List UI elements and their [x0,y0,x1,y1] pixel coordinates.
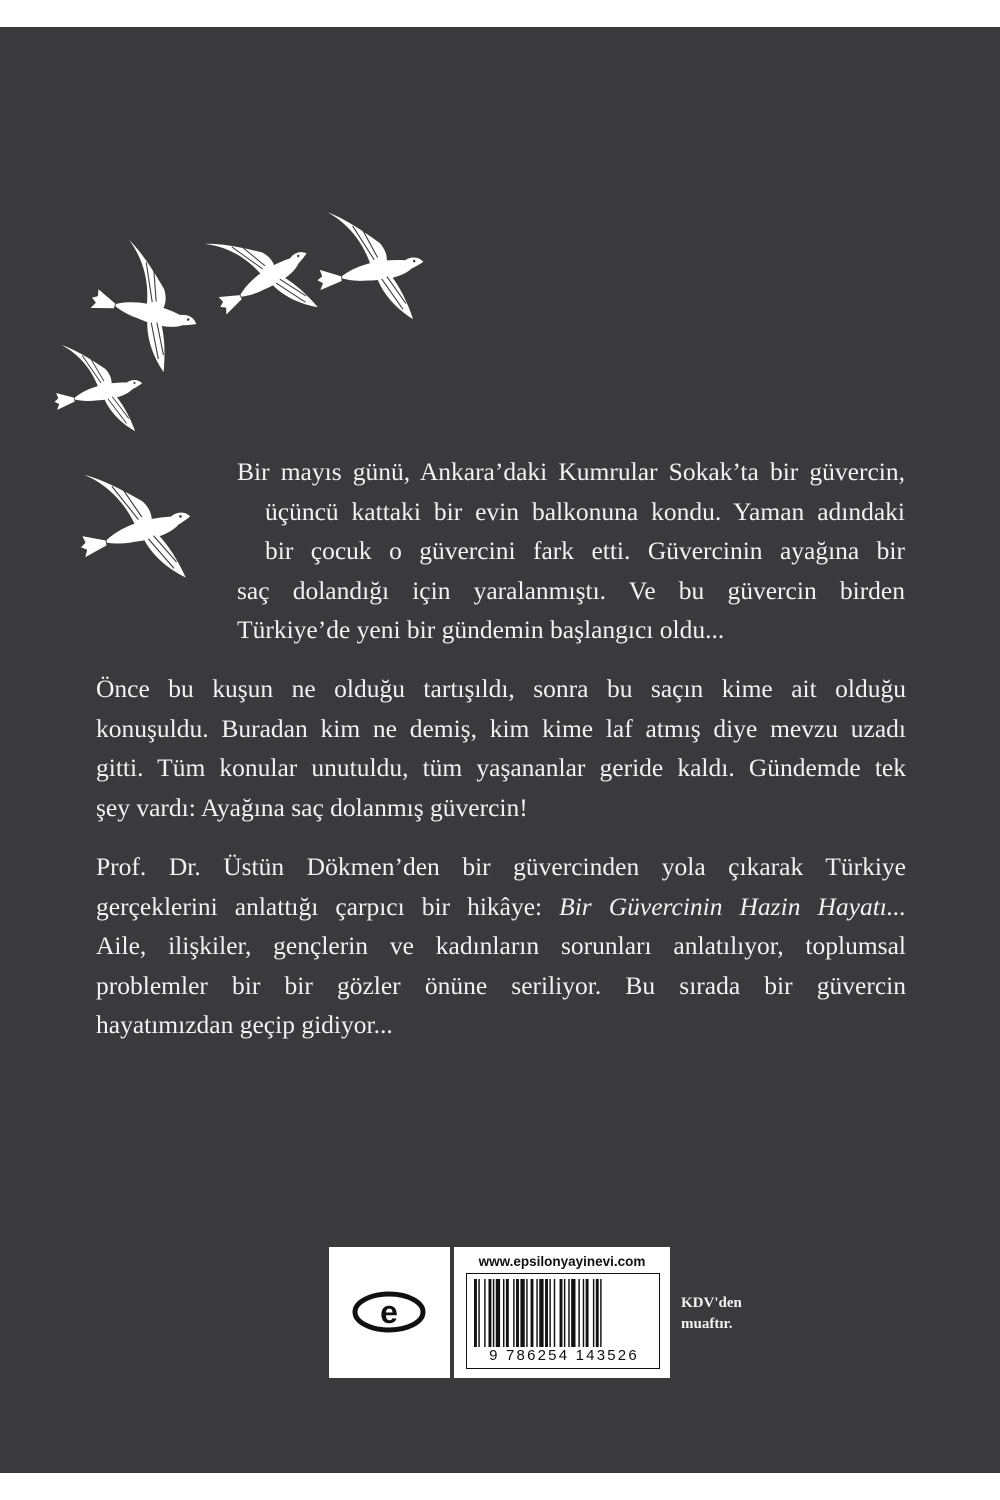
dove-icon [190,204,331,348]
blurb-line: Türkiye’de yeni bir gündemin başlangıcı oldu... [237,615,725,644]
publisher-logo-icon [329,1247,450,1378]
blurb-line: Prof. Dr. Üstün Dökmen’den bir güvercinden yola çıkarak Türkiye [96,852,906,881]
barcode-bar [503,1279,504,1347]
barcode-bar [539,1279,543,1347]
barcode-bar [520,1279,524,1347]
blurb-line: şey vardı: Ayağına saç dolanmış güvercin! [96,792,528,822]
blurb-line: hayatımızdan geçip gidiyor... [96,1010,393,1039]
logo-letter: e [380,1294,398,1330]
barcode-bar [560,1279,563,1347]
blurb-paragraph-1 [237,452,905,650]
barcode-bar [586,1279,589,1347]
publisher-logo-box [329,1247,450,1378]
publisher-website[interactable]: www.epsilonyayinevi.com [478,1254,646,1269]
blurb-line: konuşuldu. Buradan kim ne demiş, kim kime laf atmış diye mevzu uzadı [96,713,906,743]
tax-exempt-note [681,1293,742,1335]
isbn-box [454,1247,670,1378]
barcode-bar [564,1279,565,1347]
blurb-line: bir çocuk o güvercini fark etti. Güvercinin ayağına bir [265,536,905,565]
tax-note-line: muaftır. [681,1316,733,1332]
barcode-bar [478,1279,479,1347]
barcode-bar [536,1279,537,1347]
tax-note-line: KDV'den [681,1295,742,1311]
blurb-text: gerçeklerini anlattığı çarpıcı bir hikâye: [96,891,543,921]
blurb-line [96,887,906,927]
dove-icon [76,234,214,377]
barcode-bar [489,1279,492,1347]
blurb-line: saç dolandığı için yaralanmıştı. Ve bu güvercin birden [237,575,905,605]
dove-icon [46,334,148,442]
isbn-number: 9 786254 143526 [474,1347,654,1364]
barcode-bar [554,1279,555,1347]
blurb-paragraph-2 [96,669,906,827]
barcode-bar [578,1279,579,1347]
barcode-bar [506,1279,509,1347]
barcode-bar [583,1279,584,1347]
barcode-bar [568,1279,569,1347]
barcode-bar [545,1279,548,1347]
blurb-line: gitti. Tüm konular unutuldu, tüm yaşananlar geride kaldı. Gündemde tek [96,753,906,782]
blurb-line: Önce bu kuşun ne olduğu tartışıldı, sonra bu saçın kime ait olduğu [96,674,906,703]
barcode-bar [571,1279,575,1347]
barcode-bar [526,1279,527,1347]
barcode-bar [596,1279,599,1347]
book-title: Bir Güvercinin Hazin Hayatı... [559,891,906,921]
barcode-bar [493,1279,494,1347]
blurb-line: problemler bir bir gözler önüne seriliyor. Bu sırada bir güvercin [96,970,906,1000]
blurb-line: Aile, ilişkiler, gençlerin ve kadınların sorunları anlatılıyor, toplumsal [96,931,906,960]
dove-icon [310,203,429,329]
blurb-line: üçüncü kattaki bir evin balkonuna kondu. Yaman adındaki [265,496,905,526]
barcode-bar [600,1279,601,1347]
blurb-line: Bir mayıs günü, Ankara’daki Kumrular Sokak’ta bir güvercin, [237,457,905,486]
barcode-bar [549,1279,550,1347]
barcode-bar [531,1279,534,1347]
barcode-bar [516,1279,519,1347]
blurb-paragraph-3 [96,847,906,1045]
barcode-bar [513,1279,514,1347]
dove-icon [66,455,203,598]
barcode-bar [484,1279,485,1347]
barcode-bar [474,1279,477,1347]
barcode-bar [593,1279,594,1347]
barcode-bar [496,1279,500,1347]
